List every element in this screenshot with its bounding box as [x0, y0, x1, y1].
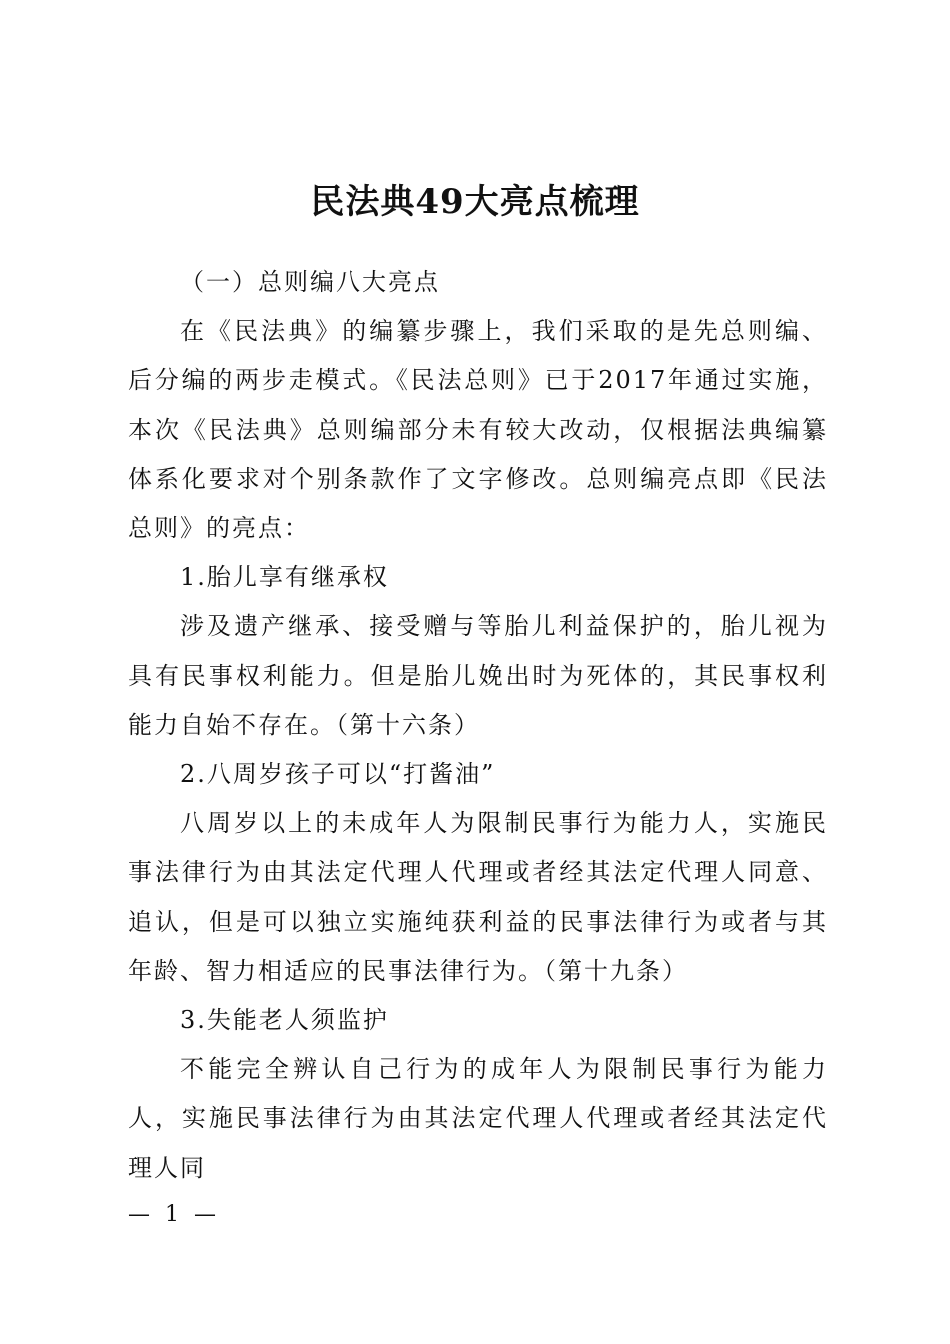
- intro-paragraph: 在《民法典》的编纂步骤上，我们采取的是先总则编、后分编的两步走模式。《民法总则》已于2017年通过实施，本次《民法典》总则编部分未有较大改动，仅根据法典编纂体系化要求对个别条款作了文字修改。总则编亮点即《民法总则》的亮点：: [128, 317, 828, 543]
- page-number: — 1 —: [128, 1202, 220, 1227]
- item-heading-2: 2.八周岁孩子可以“打酱油”: [180, 760, 496, 789]
- item-paragraph-3: 不能完全辨认自己行为的成年人为限制民事行为能力人，实施民事法律行为由其法定代理人代理或者经其法定代理人同: [128, 1055, 828, 1182]
- item-paragraph-2: 八周岁以上的未成年人为限制民事行为能力人，实施民事法律行为由其法定代理人代理或者经其法定代理人同意、追认，但是可以独立实施纯获利益的民事法律行为或者与其年龄、智力相适应的民事法律行为。（第十九条）: [128, 809, 828, 985]
- item-heading-1: 1.胎儿享有继承权: [180, 563, 389, 592]
- item-paragraph-1: 涉及遗产继承、接受赠与等胎儿利益保护的，胎儿视为具有民事权利能力。但是胎儿娩出时为死体的，其民事权利能力自始不存在。（第十六条）: [128, 612, 828, 739]
- document-body: [128, 258, 828, 1193]
- item-heading-3: 3.失能老人须监护: [180, 1006, 389, 1035]
- document-title: 民法典49大亮点梳理: [310, 182, 640, 222]
- section-heading: （一）总则编八大亮点: [180, 268, 440, 296]
